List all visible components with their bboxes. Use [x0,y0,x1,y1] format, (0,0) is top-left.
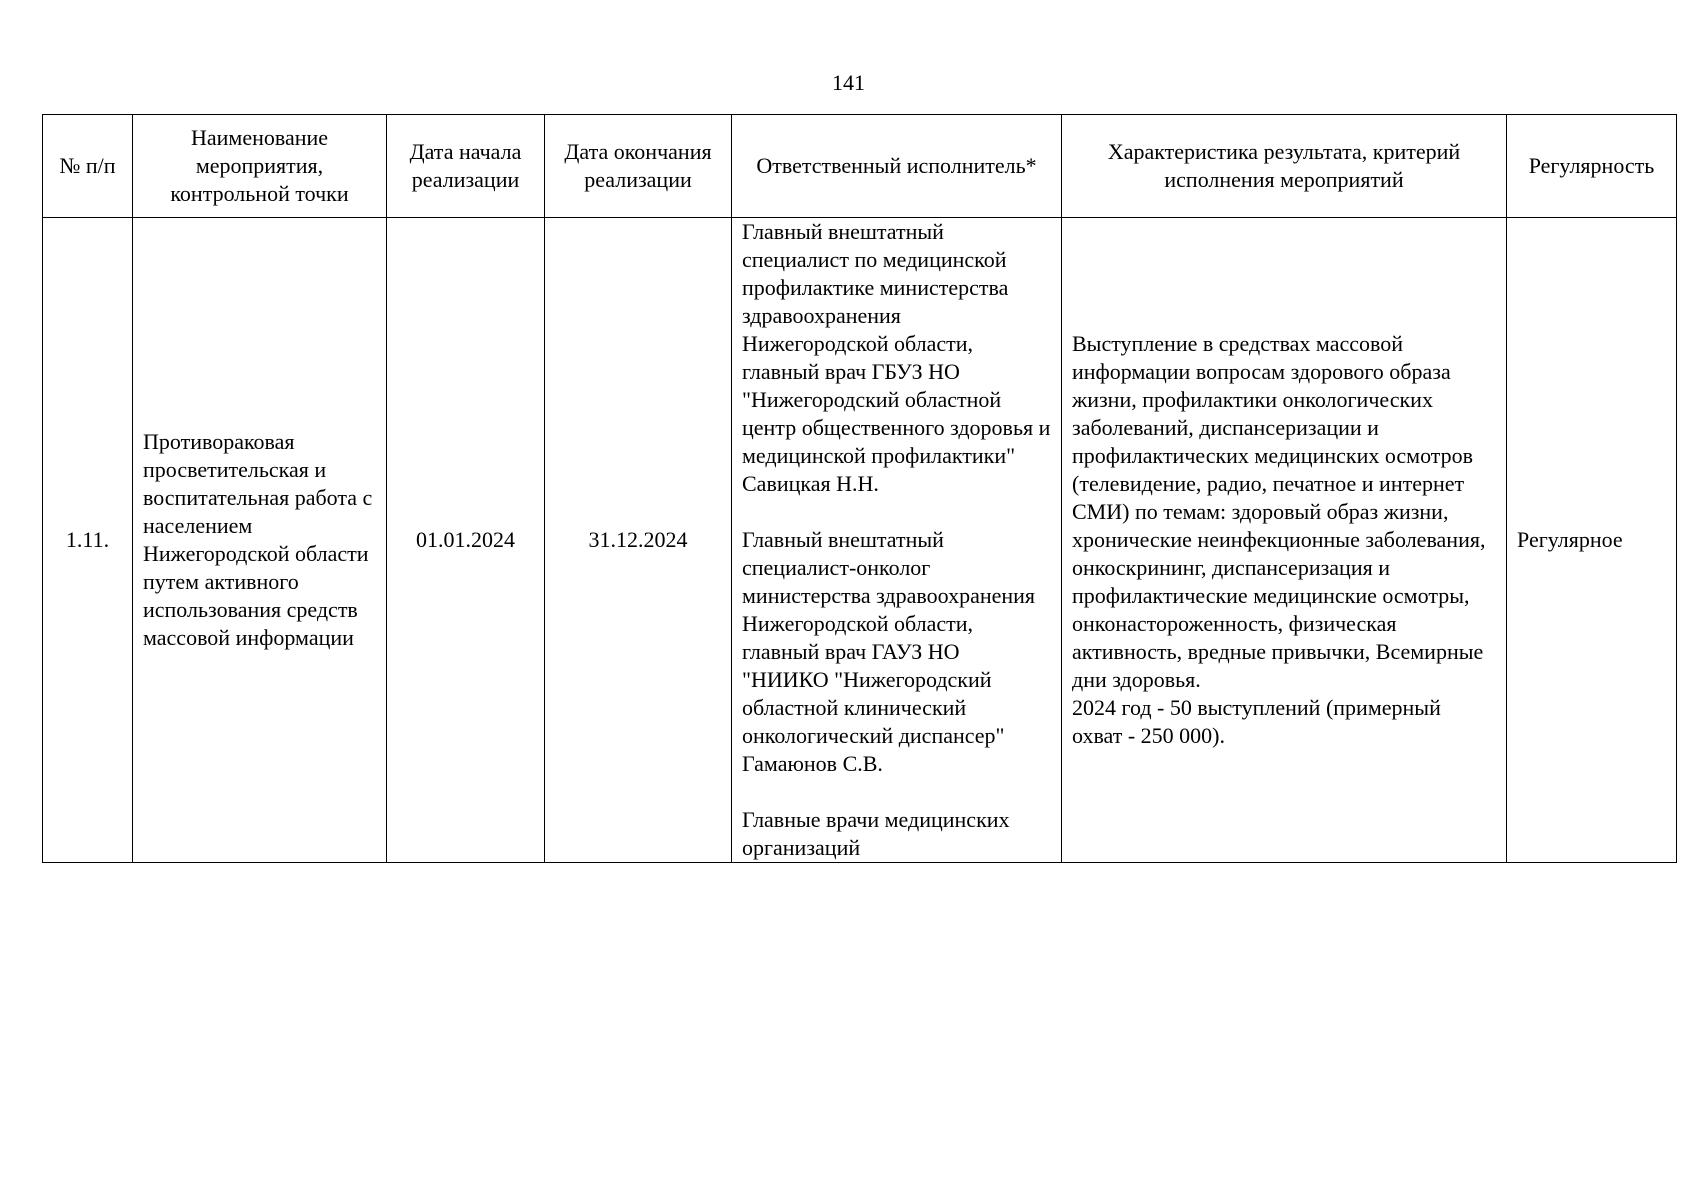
events-table [42,114,1677,863]
cell-start-date: 01.01.2024 [387,218,545,863]
table-row [43,218,1677,863]
header-row [43,115,1677,218]
header-end-date: Дата окончания реализации [545,115,732,218]
cell-num: 1.11. [43,218,133,863]
cell-end-date: 31.12.2024 [545,218,732,863]
cell-result: Выступление в средствах массовой информации вопросам здорового образа жизни, профилактики онкологических заболеваний, диспансеризации и профилактических медицинских осмотров (телевидение, радио, печатное и интернет СМИ) по темам: здоровый образ жизни, хронические неинфекционные заболевания, онкоскрининг, диспансеризация и профилактические медицинские осмотры, онконастороженность, физическая активность, вредные привычки, Всемирные дни здоровья. 2024 год - 50 выступлений (примерный охват - 250 000). [1062,218,1507,863]
cell-name: Противораковая просветительская и воспитательная работа с населением Нижегородской области путем активного использования средств массовой информации [133,218,387,863]
header-start-date: Дата начала реализации [387,115,545,218]
header-result: Характеристика результата, критерий исполнения мероприятий [1062,115,1507,218]
header-regularity: Регулярность [1507,115,1677,218]
table-header [43,115,1677,218]
header-name: Наименование мероприятия, контрольной точки [133,115,387,218]
page-number: 141 [832,70,865,95]
cell-responsible: Главный внештатный специалист по медицинской профилактике министерства здравоохранения Нижегородской области, главный врач ГБУЗ НО "Нижегородский областной центр общественного здоровья и медицинской профилактики" Савицкая Н.Н. Главный внештатный специалист-онколог министерства здравоохранения Нижегородской области, главный врач ГАУЗ НО "НИИКО "Нижегородский областной клинический онкологический диспансер" Гамаюнов С.В. Главные врачи медицинских организаций [732,218,1062,863]
header-num: № п/п [43,115,133,218]
header-responsible: Ответственный исполнитель* [732,115,1062,218]
table-body [43,218,1677,863]
cell-regularity: Регулярное [1507,218,1677,863]
